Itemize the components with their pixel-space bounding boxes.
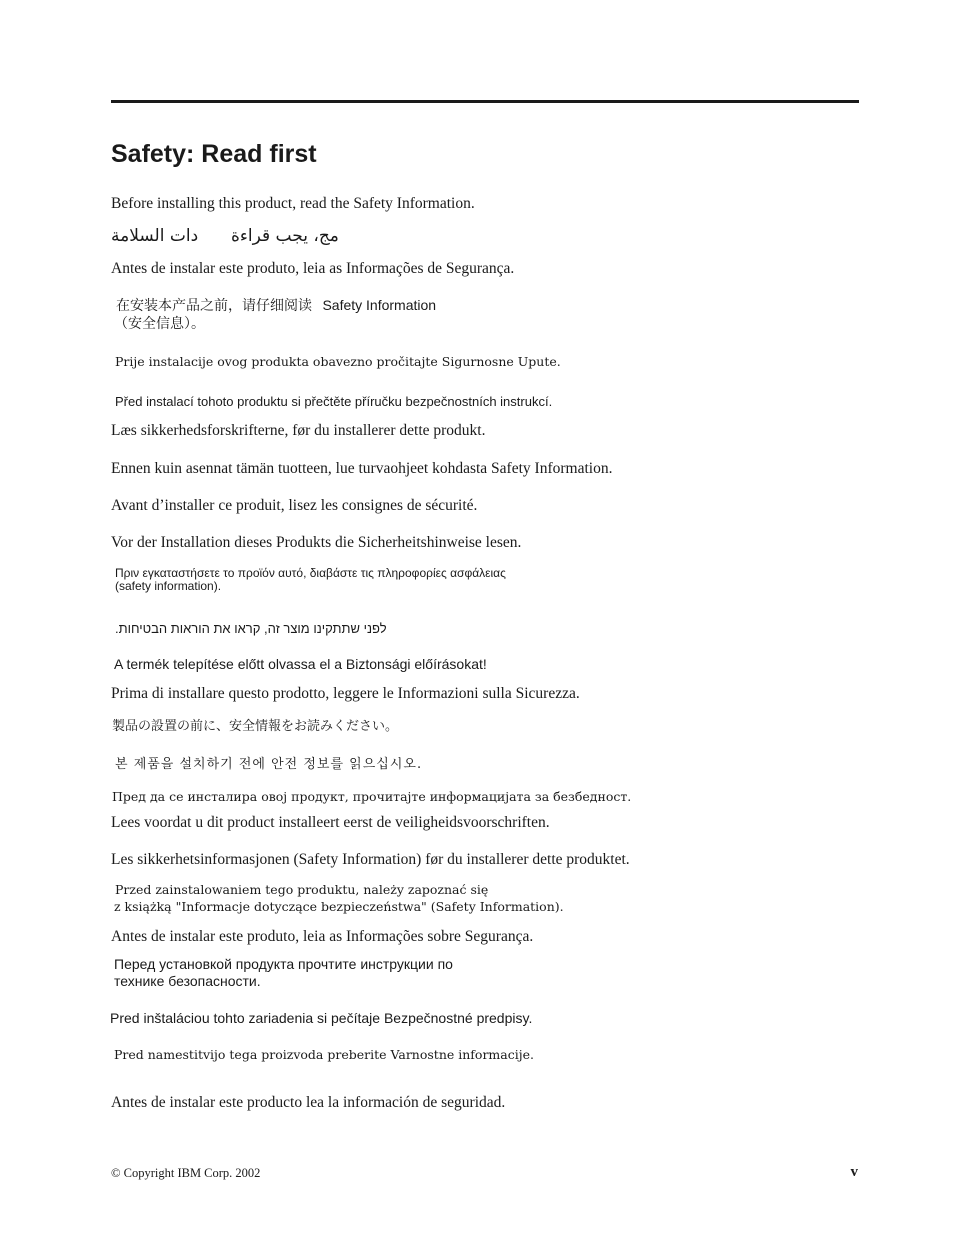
safety-pt-br: Antes de instalar este produto, leia as Informações de Segurança.	[111, 260, 515, 277]
safety-ko: 본 제품을 설치하기 전에 안전 정보를 읽으십시오.	[115, 757, 423, 772]
safety-mk: Пред да се инсталира овој продукт, прочитајте информацијата за безбедност.	[112, 789, 632, 804]
safety-de: Vor der Installation dieses Produkts die Sicherheitshinweise lesen.	[111, 534, 522, 551]
safety-fr: Avant d’installer ce produit, lisez les consignes de sécurité.	[111, 497, 478, 514]
safety-sk: Pred inštaláciou tohto zariadenia si pečítaje Bezpečnostné predpisy.	[110, 1010, 533, 1026]
safety-pl-2: z książką "Informacje dotyczące bezpieczeństwa" (Safety Information).	[114, 899, 564, 914]
safety-nl: Lees voordat u dit product installeert eerst de veiligheidsvoorschriften.	[111, 814, 550, 831]
safety-zh	[116, 295, 436, 315]
zh-text-1: 在安装本产品之前，请仔细阅读	[116, 298, 312, 314]
safety-el-1: Πριν εγκαταστήσετε το προϊόν αυτό, διαβάστε τις πληροφορίες ασφάλειας	[115, 566, 506, 580]
safety-he-wrap	[115, 621, 387, 636]
intro-text: Before installing this product, read the Safety Information.	[111, 195, 475, 212]
safety-pl-1: Przed zainstalowaniem tego produktu, należy zapoznać się	[115, 882, 489, 897]
safety-it: Prima di installare questo prodotto, leggere le Informazioni sulla Sicurezza.	[111, 685, 580, 702]
safety-fi: Ennen kuin asennat tämän tuotteen, lue turvaohjeet kohdasta Safety Information.	[111, 460, 613, 477]
safety-hr: Prije instalacije ovog produkta obavezno pročitajte Sigurnosne Upute.	[115, 354, 561, 369]
safety-es: Antes de instalar este producto lea la información de seguridad.	[111, 1094, 506, 1111]
safety-ja: 製品の設置の前に、安全情報をお読みください。	[112, 719, 399, 734]
page-number: v	[850, 1164, 858, 1180]
page-title: Safety: Read first	[111, 140, 317, 168]
copyright-footer: © Copyright IBM Corp. 2002	[111, 1166, 261, 1180]
safety-arabic-1	[231, 226, 339, 246]
arabic-text-2: دات السلامة	[111, 226, 199, 246]
header-rule	[111, 100, 859, 103]
arabic-text-1: مج، يجب قراءة	[231, 226, 339, 246]
safety-hu: A termék telepítése előtt olvassa el a Biztonsági előírásokat!	[114, 656, 487, 672]
zh-text-en: Safety Information	[322, 297, 437, 313]
safety-ru-2: технике безопасности.	[114, 973, 261, 989]
safety-arabic-2	[111, 226, 198, 246]
safety-ru-1: Перед установкой продукта прочтите инструкции по	[114, 956, 453, 972]
safety-da: Læs sikkerhedsforskrifterne, før du installerer dette produkt.	[111, 422, 486, 439]
safety-sl: Pred namestitvijo tega proizvoda preberite Varnostne informacije.	[114, 1047, 534, 1062]
safety-he: לפני שתתקינו מוצר זה, קראו את הוראות הבטיחות.	[115, 621, 387, 636]
safety-el-2: (safety information).	[115, 579, 222, 593]
safety-zh-2: （安全信息）。	[114, 316, 205, 332]
safety-cs: Před instalací tohoto produktu si přečtěte příručku bezpečnostních instrukcí.	[115, 394, 553, 409]
safety-pt: Antes de instalar este produto, leia as Informações sobre Segurança.	[111, 928, 534, 945]
safety-no: Les sikkerhetsinformasjonen (Safety Information) før du installerer dette produktet.	[111, 851, 630, 868]
